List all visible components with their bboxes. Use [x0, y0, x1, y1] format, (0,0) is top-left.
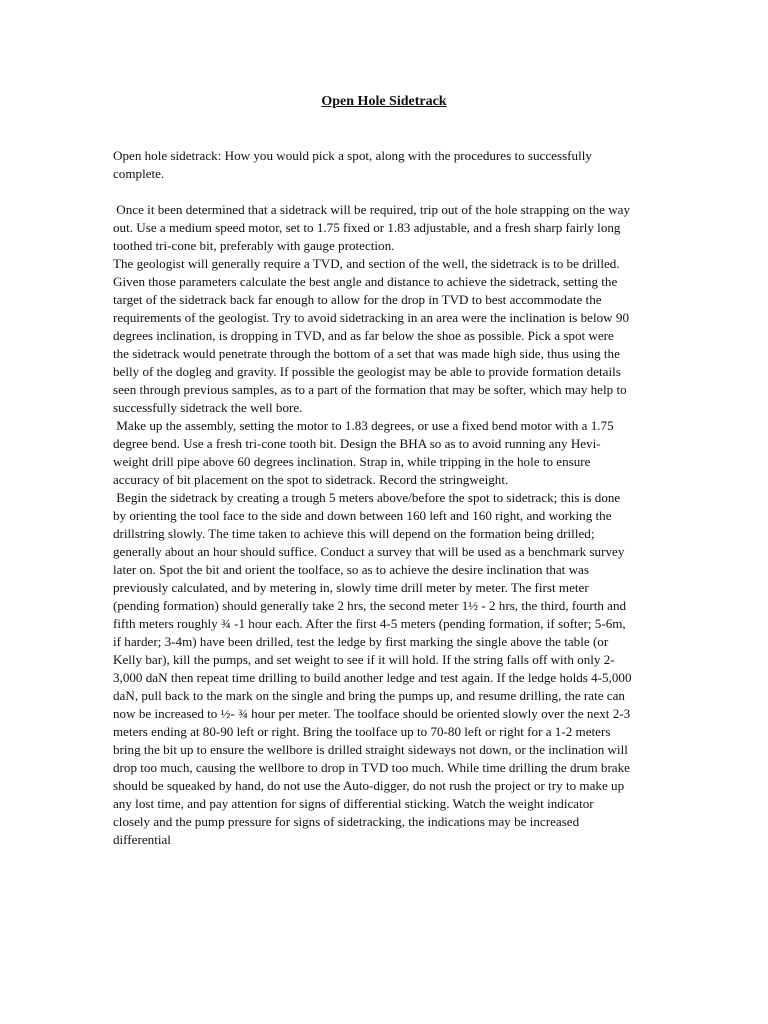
document-body [113, 147, 633, 849]
paragraph-assembly: Make up the assembly, setting the motor to 1.83 degrees, or use a fixed bend motor with a 1.75 degree bend. Use a fresh tri-cone tooth bit. Design the BHA so as to avoid running any Hevi-weight drill pipe above 60 degrees inclination. Strap in, while tripping in the hole to ensure accuracy of bit placement on the spot to sidetrack. Record the stringweight. [113, 418, 617, 487]
paragraph-begin-sidetrack: Begin the sidetrack by creating a trough 5 meters above/before the spot to sidetrack; this is done by orienting the tool face to the side and down between 160 left and 160 right, and working the drillstring slowly. The time taken to achieve this will depend on the formation being drilled; generally about an hour should suffice. Conduct a survey that will be used as a benchmark survey later on. Spot the bit and orient the toolface, so as to achieve the desire inclination that was previously calculated, and by metering in, slowly time drill meter by meter. The first meter (pending formation) should generally take 2 hrs, the second meter 1½ - 2 hrs, the third, fourth and fifth meters roughly ¾ -1 hour each. After the first 4-5 meters (pending formation, if softer; 5-6m, if harder; 3-4m) have been drilled, test the ledge by first marking the single above the table (or Kelly bar), kill the pumps, and set weight to see if it will hold. If the string falls off with only 2-3,000 daN then repeat time drilling to build another ledge and test again. If the ledge holds 4-5,000 daN, pull back to the mark on the single and bring the pumps up, and resume drilling, the rate can now be increased to ½- ¾ hour per meter. The toolface should be oriented slowly over the next 2-3 meters ending at 80-90 left or right. Bring the toolface up to 70-80 left or right for a 1-2 meters bring the bit up to ensure the wellbore is drilled straight sideways not down, or the inclination will drop too much, causing the wellbore to drop in TVD too much. While time drilling the drum brake should be squeaked by hand, do not use the Auto-digger, do not rush the project or try to make up any lost time, and pay attention for signs of differential sticking. Watch the weight indicator closely and the pump pressure for signs of sidetracking, the indications may be increased differential [113, 490, 635, 847]
paragraph-trip-out: Once it been determined that a sidetrack will be required, trip out of the hole strapping on the way out. Use a medium speed motor, set to 1.75 fixed or 1.83 adjustable, and a fresh sharp fairly long toothed tri-cone bit, preferably with gauge protection. [113, 202, 634, 253]
paragraph-intro: Open hole sidetrack: How you would pick a spot, along with the procedures to successfully complete. [113, 148, 596, 181]
paragraph-geologist: The geologist will generally require a TVD, and section of the well, the sidetrack is to be drilled. Given those parameters calculate the best angle and distance to achieve the sidetrack, setting the target of the sidetrack back far enough to allow for the drop in TVD to best accommodate the requirements of the geologist. Try to avoid sidetracking in an area were the inclination is below 90 degrees inclination, is dropping in TVD, and as far below the shoe as possible. Pick a spot were the sidetrack would penetrate through the bottom of a set that was made high side, thus using the belly of the dogleg and gravity. If possible the geologist may be able to provide formation details seen through previous samples, as to a part of the formation that may be softer, which may help to successfully sidetrack the well bore. [113, 256, 633, 415]
page-title: Open Hole Sidetrack [321, 94, 447, 109]
paragraph-spacer [113, 183, 633, 201]
